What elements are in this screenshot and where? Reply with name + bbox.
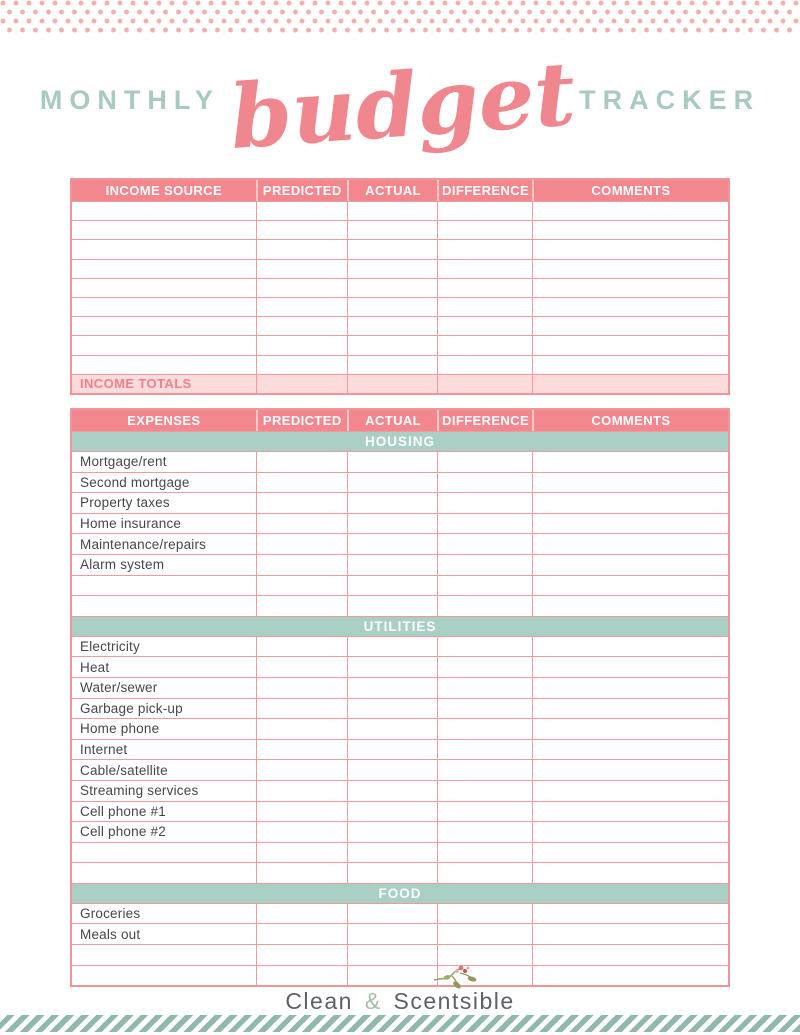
value-cell: [532, 843, 728, 863]
expense-label-cell: Streaming services: [80, 783, 199, 799]
value-cell: [532, 699, 728, 719]
value-cell: [256, 555, 347, 575]
value-cell: [347, 317, 438, 335]
expense-label-cell: Home phone: [80, 721, 160, 737]
value-cell: [256, 356, 347, 374]
value-cell: [256, 279, 347, 297]
value-cell: [347, 924, 438, 944]
expense-label-cell: [72, 596, 256, 616]
column-header: ACTUAL: [347, 180, 438, 201]
title-budget-script: budget: [226, 41, 579, 170]
value-cell: [347, 260, 438, 278]
expense-label-cell: Second mortgage: [80, 474, 190, 490]
column-header: PREDICTED: [256, 410, 347, 431]
polka-dot-border: [0, 0, 800, 35]
expense-row: [72, 492, 728, 513]
value-cell: [256, 904, 347, 924]
title-monthly: MONTHLY: [39, 84, 220, 115]
expense-label-cell: Cell phone #2: [80, 824, 166, 840]
value-cell: [437, 452, 531, 472]
expense-row: [72, 513, 728, 534]
income-source-cell: [72, 298, 256, 316]
column-header: INCOME SOURCE: [105, 183, 223, 198]
value-cell: [256, 863, 347, 883]
income-source-cell: [72, 260, 256, 278]
value-cell: [256, 202, 347, 220]
value-cell: [347, 202, 438, 220]
income-row: [72, 355, 728, 374]
expense-label-cell: Alarm system: [80, 557, 165, 573]
value-cell: [532, 221, 728, 239]
value-cell: [347, 473, 438, 493]
title-tracker: TRACKER: [579, 84, 761, 115]
expense-row: [72, 739, 728, 760]
value-cell: [532, 240, 728, 258]
value-cell: [256, 678, 347, 698]
value-cell: [256, 657, 347, 677]
value-cell: [347, 863, 438, 883]
income-totals-label: INCOME TOTALS: [80, 376, 192, 392]
column-header: PREDICTED: [256, 180, 347, 201]
value-cell: [347, 781, 438, 801]
value-cell: [256, 534, 347, 554]
value-cell: [437, 356, 531, 374]
value-cell: [532, 555, 728, 575]
value-cell: [532, 356, 728, 374]
expense-label-cell: Garbage pick-up: [80, 700, 183, 716]
income-source-cell: [72, 336, 256, 354]
expense-label-cell: Meals out: [80, 926, 141, 942]
value-cell: [437, 534, 531, 554]
diagonal-stripe-border: [0, 1015, 800, 1032]
expense-row: [72, 533, 728, 554]
income-source-cell: [72, 221, 256, 239]
table-header-row: [72, 410, 728, 431]
expense-label-cell: Groceries: [80, 906, 141, 922]
income-row: [72, 259, 728, 278]
value-cell: [347, 719, 438, 739]
value-cell: [532, 576, 728, 596]
value-cell: [256, 924, 347, 944]
income-source-cell: [72, 240, 256, 258]
value-cell: [256, 945, 347, 965]
value-cell: [437, 493, 531, 513]
expense-row: [72, 698, 728, 719]
income-row: [72, 316, 728, 335]
value-cell: [532, 534, 728, 554]
expense-row: [72, 656, 728, 677]
value-cell: [437, 596, 531, 616]
value-cell: [532, 452, 728, 472]
value-cell: [437, 336, 531, 354]
income-row: [72, 278, 728, 297]
expense-row: [72, 944, 728, 965]
value-cell: [256, 576, 347, 596]
value-cell: [437, 657, 531, 677]
value-cell: [437, 740, 531, 760]
expense-label-cell: Property taxes: [80, 495, 170, 511]
value-cell: [347, 822, 438, 842]
value-cell: [532, 740, 728, 760]
expense-row: [72, 595, 728, 616]
value-cell: [532, 822, 728, 842]
value-cell: [347, 945, 438, 965]
value-cell: [532, 298, 728, 316]
value-cell: [347, 760, 438, 780]
expense-row: [72, 923, 728, 944]
expense-row: [72, 780, 728, 801]
value-cell: [256, 740, 347, 760]
expense-label-cell: Heat: [80, 659, 110, 675]
value-cell: [437, 221, 531, 239]
income-table: [70, 178, 730, 395]
value-cell: [532, 904, 728, 924]
expense-label-cell: Internet: [80, 742, 128, 758]
column-header: DIFFERENCE: [437, 410, 531, 431]
value-cell: [256, 336, 347, 354]
value-cell: [256, 760, 347, 780]
value-cell: [256, 514, 347, 534]
expense-row: [72, 677, 728, 698]
value-cell: [437, 202, 531, 220]
value-cell: [347, 375, 438, 393]
value-cell: [532, 260, 728, 278]
value-cell: [347, 843, 438, 863]
expense-label-cell: Maintenance/repairs: [80, 536, 207, 552]
expense-label-cell: [72, 843, 256, 863]
value-cell: [437, 781, 531, 801]
value-cell: [256, 317, 347, 335]
value-cell: [532, 336, 728, 354]
value-cell: [437, 760, 531, 780]
income-row: [72, 201, 728, 220]
section-header-utilities: UTILITIES: [72, 616, 728, 636]
value-cell: [437, 240, 531, 258]
value-cell: [256, 822, 347, 842]
value-cell: [437, 317, 531, 335]
logo-text: [0, 988, 800, 1015]
section-header-housing: HOUSING: [72, 431, 728, 451]
section-header-food: FOOD: [72, 883, 728, 903]
column-header: COMMENTS: [532, 180, 728, 201]
value-cell: [256, 719, 347, 739]
column-header: ACTUAL: [347, 410, 438, 431]
value-cell: [256, 260, 347, 278]
income-row: [72, 239, 728, 258]
value-cell: [532, 924, 728, 944]
value-cell: [532, 781, 728, 801]
value-cell: [437, 863, 531, 883]
value-cell: [437, 843, 531, 863]
expense-row: [72, 842, 728, 863]
expense-label-cell: Water/sewer: [80, 680, 158, 696]
logo-clean: Clean: [285, 988, 353, 1014]
value-cell: [437, 375, 531, 393]
value-cell: [532, 493, 728, 513]
value-cell: [256, 781, 347, 801]
value-cell: [437, 699, 531, 719]
value-cell: [347, 576, 438, 596]
value-cell: [347, 279, 438, 297]
value-cell: [347, 534, 438, 554]
value-cell: [532, 945, 728, 965]
value-cell: [437, 822, 531, 842]
income-row: [72, 297, 728, 316]
expense-label-cell: Mortgage/rent: [80, 454, 167, 470]
value-cell: [347, 678, 438, 698]
income-row: [72, 335, 728, 354]
expense-row: [72, 636, 728, 657]
value-cell: [347, 356, 438, 374]
value-cell: [437, 678, 531, 698]
expense-row: [72, 759, 728, 780]
value-cell: [347, 555, 438, 575]
value-cell: [256, 637, 347, 657]
table-header-row: [72, 180, 728, 201]
value-cell: [256, 473, 347, 493]
expense-row: [72, 718, 728, 739]
expense-label-cell: [72, 576, 256, 596]
expense-label-cell: Electricity: [80, 639, 140, 655]
value-cell: [347, 493, 438, 513]
value-cell: [532, 279, 728, 297]
value-cell: [256, 298, 347, 316]
value-cell: [347, 904, 438, 924]
value-cell: [256, 221, 347, 239]
value-cell: [256, 596, 347, 616]
value-cell: [347, 637, 438, 657]
value-cell: [347, 699, 438, 719]
value-cell: [437, 473, 531, 493]
value-cell: [532, 473, 728, 493]
logo-ampersand: &: [364, 988, 382, 1014]
value-cell: [437, 904, 531, 924]
value-cell: [437, 514, 531, 534]
value-cell: [532, 317, 728, 335]
expense-row: [72, 472, 728, 493]
expense-label-cell: Cell phone #1: [80, 803, 166, 819]
value-cell: [437, 802, 531, 822]
value-cell: [437, 924, 531, 944]
value-cell: [532, 863, 728, 883]
value-cell: [347, 514, 438, 534]
value-cell: [532, 637, 728, 657]
value-cell: [437, 719, 531, 739]
expense-row: [72, 575, 728, 596]
value-cell: [532, 202, 728, 220]
column-header: DIFFERENCE: [437, 180, 531, 201]
value-cell: [347, 298, 438, 316]
value-cell: [532, 596, 728, 616]
expense-row: [72, 903, 728, 924]
value-cell: [347, 596, 438, 616]
value-cell: [347, 657, 438, 677]
income-source-cell: [72, 317, 256, 335]
value-cell: [437, 945, 531, 965]
value-cell: [437, 298, 531, 316]
value-cell: [532, 678, 728, 698]
expense-label-cell: Cable/satellite: [80, 762, 168, 778]
column-header: COMMENTS: [532, 410, 728, 431]
expense-row: [72, 821, 728, 842]
value-cell: [256, 802, 347, 822]
expense-row: [72, 554, 728, 575]
expense-label-cell: [72, 863, 256, 883]
value-cell: [532, 514, 728, 534]
value-cell: [532, 760, 728, 780]
value-cell: [256, 843, 347, 863]
value-cell: [437, 576, 531, 596]
value-cell: [347, 336, 438, 354]
value-cell: [347, 221, 438, 239]
value-cell: [256, 493, 347, 513]
income-row: [72, 220, 728, 239]
value-cell: [532, 375, 728, 393]
income-totals-row: [72, 374, 728, 393]
expense-label-cell: Home insurance: [80, 516, 182, 532]
expense-label-cell: [72, 945, 256, 965]
footer-logo: [0, 964, 800, 1015]
value-cell: [256, 452, 347, 472]
expense-row: [72, 451, 728, 472]
value-cell: [532, 719, 728, 739]
value-cell: [256, 240, 347, 258]
income-source-cell: [72, 202, 256, 220]
expense-row: [72, 862, 728, 883]
value-cell: [437, 555, 531, 575]
value-cell: [437, 260, 531, 278]
expenses-table: [70, 408, 730, 987]
value-cell: [347, 802, 438, 822]
column-header: EXPENSES: [127, 413, 201, 428]
value-cell: [256, 375, 347, 393]
expense-row: [72, 801, 728, 822]
value-cell: [347, 240, 438, 258]
page-title: [0, 41, 800, 170]
logo-scentsible: Scentsible: [393, 988, 515, 1014]
value-cell: [532, 657, 728, 677]
income-source-cell: [72, 356, 256, 374]
value-cell: [256, 699, 347, 719]
value-cell: [347, 452, 438, 472]
value-cell: [437, 637, 531, 657]
value-cell: [437, 279, 531, 297]
value-cell: [347, 740, 438, 760]
income-source-cell: [72, 279, 256, 297]
floral-sprig-icon: [432, 964, 478, 990]
value-cell: [532, 802, 728, 822]
